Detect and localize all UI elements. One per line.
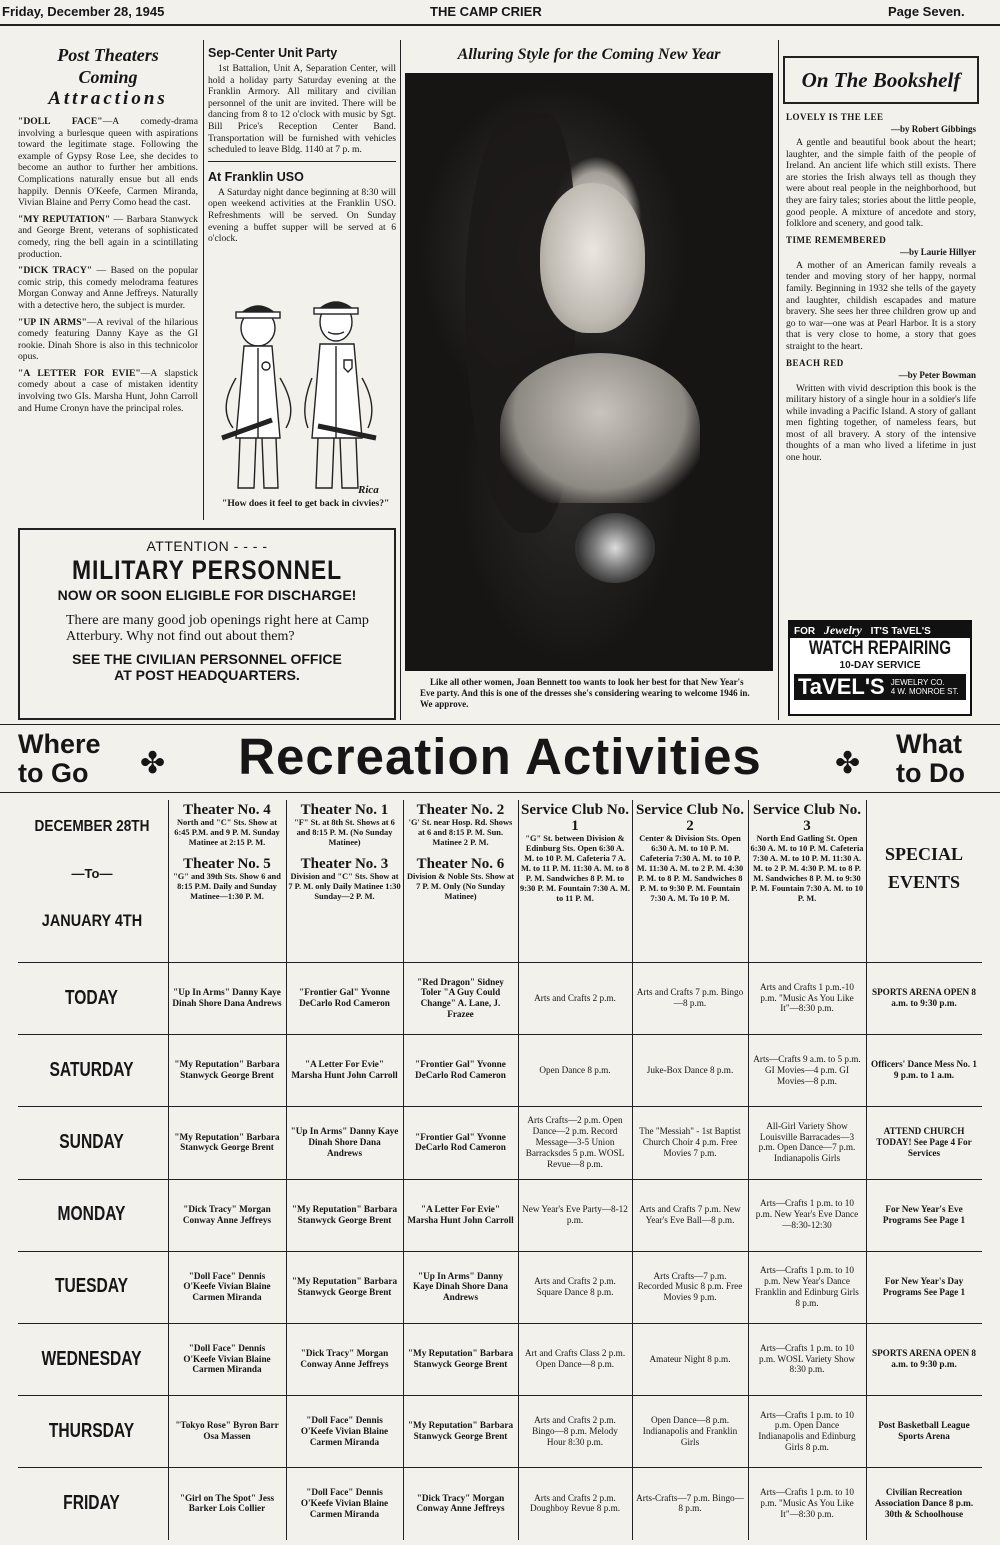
schedule-cell (169, 1324, 285, 1394)
cell-text: "Doll Face" Dennis O'Keefe Vivian Blaine Carmen Miranda (300, 1487, 389, 1519)
schedule-cell (404, 1180, 517, 1250)
day-label: MONDAY (57, 1203, 126, 1226)
cell-text: For New Year's Eve Programs See Page 1 (882, 1203, 966, 1225)
banner-right: What to Do (896, 729, 965, 788)
venue-info: "F" St. at 8th St. Shows at 6 and 8:15 P. M. (No Sunday Matinee) (294, 818, 395, 847)
ornament-icon: ✤ (835, 747, 861, 780)
book-review: A gentle and beautiful book about the heart; laughter, and the simple faith of the people of Ireland. An ancient life which still exists. There are stories the Irish always tell as though they were about real people in the neighborhood, but they are fairy tales; stories about the little people, good people. A mixture of ancedote and story, folklore and scenery, and good talk. (786, 137, 976, 230)
schedule-cell (867, 1468, 981, 1538)
cell-text: "Red Dragon" Sidney Toler "A Guy Could Change" A. Lane, J. Frazee (417, 976, 504, 1019)
schedule-cell (867, 1180, 981, 1250)
schedule-cell (867, 963, 981, 1033)
cell-text: Arts-Crafts—7 p.m. Bingo— 8 p.m. (636, 1492, 744, 1514)
cell-text: Open Dance—8 p.m. Indianapolis and Franklin Girls (642, 1415, 738, 1447)
newspaper-name: THE CAMP CRIER (430, 4, 542, 19)
cell-text: Arts Crafts—2 p.m. Open Dance—2 p.m. Record Message—3-5 Union Barracksdes 5 p.m. WOSL Revue—8 p.m. (525, 1115, 625, 1169)
ad-line: WATCH REPAIRING (808, 638, 952, 659)
review-text: —A slapstick comedy about a case of mistaken identity involving two GIs. Marsha Hunt, John Carroll and Hume Cronyn have the principal roles. (18, 367, 198, 414)
cell-text: Post Basketball League Sports Arena (878, 1420, 970, 1442)
cell-text: Arts and Crafts 2 p.m. (534, 992, 616, 1003)
cell-text: "A Letter For Evie" Marsha Hunt John Carroll (291, 1059, 398, 1081)
cell-text: "Doll Face" Dennis O'Keefe Vivian Blaine Carmen Miranda (183, 1342, 271, 1375)
venue-info: North End Gatling St. Open 6:30 A. M. to 10 P. M. Cafeteria 7:30 A. M. to 10 P. M. 11:30 A. M. to 2 P. M. 4:30 P. M. to 8 P. M. Sandwiches 8 P. M. to 9:30 P. M. Fountain 7:30 A. M. to 10 P. M. (750, 834, 864, 903)
schedule-cell (404, 1252, 517, 1322)
schedule-cell (169, 963, 285, 1033)
venue-name: Theater No. 1 (300, 802, 389, 818)
book-author: —by Peter Bowman (898, 369, 976, 380)
cell-text: Open Dance 8 p.m. (539, 1064, 611, 1075)
schedule-cell (519, 963, 631, 1033)
cell-text: Arts—Crafts 1 p.m. to 10 p.m. "Music As You Like It"—8:30 p.m. (760, 1487, 854, 1519)
schedule-cell (519, 1252, 631, 1322)
column-rule (778, 40, 779, 720)
page-number: Page Seven. (888, 4, 965, 19)
cell-text: Art and Crafts Class 2 p.m. Open Dance—8 p.m. (524, 1348, 626, 1370)
schedule-cell (404, 1107, 517, 1177)
jeweler-ad (788, 620, 972, 716)
article-title: Attractions (48, 88, 168, 109)
day-label: TUESDAY (54, 1275, 129, 1298)
schedule-cell (867, 1035, 981, 1105)
schedule-cell (287, 1107, 402, 1177)
schedule-cell (519, 1468, 631, 1538)
ad-line: NOW OR SOON ELIGIBLE FOR DISCHARGE! (57, 587, 357, 603)
schedule-cell (169, 1468, 285, 1538)
schedule-cell (287, 1252, 402, 1322)
venue-header (288, 802, 401, 960)
book-title: BEACH RED (786, 357, 844, 368)
cell-text: Arts and Crafts 7 p.m. Bingo—8 p.m. (636, 987, 744, 1009)
ad-line: 10-DAY SERVICE (839, 660, 921, 671)
review-lead: "A LETTER FOR EVIE" (18, 367, 141, 379)
cell-text: Arts—Crafts 1 p.m. to 10 p.m. Open Dance Indianapolis and Edinburg Girls 8 p.m. (758, 1409, 856, 1453)
schedule-cell (633, 1252, 747, 1322)
schedule-cell (287, 1468, 402, 1538)
schedule-cell (404, 963, 517, 1033)
schedule-cell (749, 1396, 865, 1466)
venue-info: "G" and 39th Sts. Show 6 and 8:15 P.M. Daily and Sunday Matinee—1:30 P. M. (173, 872, 281, 901)
schedule-cell (519, 1107, 631, 1177)
cell-text: "Up In Arms" Danny Kaye Dinah Shore Dana Andrews (412, 1270, 509, 1303)
schedule-cell (287, 1035, 402, 1105)
venue-header (750, 802, 864, 960)
schedule-cell (404, 1035, 517, 1105)
review-text: —A comedy-drama involving a burlesque queen with aspirations toward the legitimate stage. Following the example of Gypsy Rose Lee, she decides to become an author to further her ambitions. Complications naturally ensue but all ends happily. Dennis O'Keefe, Carmen Miranda, Vivian Blaine and Perry Como head the cast. (18, 116, 198, 209)
day-label: FRIDAY (63, 1491, 120, 1514)
cell-text: "Dick Tracy" Morgan Conway Anne Jeffreys (416, 1492, 505, 1514)
ad-line: SEE THE CIVILIAN PERSONNEL OFFICE (72, 651, 342, 667)
venue-info: Division & Noble Sts. Show at 7 P. M. Only (No Sunday Matinee) (406, 872, 515, 901)
schedule-cell (169, 1107, 285, 1177)
schedule-cell (749, 1252, 865, 1322)
review-lead: "DOLL FACE" (18, 116, 103, 127)
portrait-photo (405, 73, 773, 671)
cell-text: "Doll Face" Dennis O'Keefe Vivian Blaine Carmen Miranda (183, 1270, 271, 1303)
ornament-icon: ✤ (140, 747, 166, 780)
schedule-cell (287, 1324, 402, 1394)
cell-text: Arts—Crafts 9 a.m. to 5 p.m. GI Movies—4 p.m. GI Movies—8 p.m. (753, 1054, 861, 1086)
bookshelf-header (783, 56, 979, 104)
bookshelf-reviews (786, 108, 976, 469)
article-title: Coming (78, 67, 138, 87)
cell-text: Amateur Night 8 p.m. (649, 1353, 731, 1364)
cell-text: Arts—Crafts 1 p.m. to 10 p.m. New Year's Dance Franklin and Edinburg Girls 8 p.m. (755, 1265, 859, 1308)
venue-name: Theater No. 2 (416, 802, 505, 818)
schedule-cell (169, 1396, 285, 1466)
day-label: SATURDAY (49, 1058, 134, 1081)
schedule-cell (633, 963, 747, 1033)
article-title: Sep-Center Unit Party (208, 46, 338, 60)
venue-header (405, 802, 516, 960)
venue-name: Service Club No. 2 (636, 802, 744, 834)
venue-name: Theater No. 3 (300, 856, 389, 872)
schedule-cell (169, 1252, 285, 1322)
cell-text: "Dick Tracy" Morgan Conway Anne Jeffreys (300, 1348, 389, 1370)
schedule-cell (404, 1324, 517, 1394)
special-events-header: SPECIAL EVENTS (884, 844, 964, 892)
schedule-cell (169, 1035, 285, 1105)
schedule-cell (519, 1396, 631, 1466)
venue-name: Service Club No. 3 (753, 802, 861, 834)
date-range (18, 818, 166, 958)
cell-text: Arts and Crafts 2 p.m. Bingo—8 p.m. Melody Hour 8:30 p.m. (532, 1415, 618, 1447)
date-to: —To— (71, 866, 113, 881)
ad-headline: MILITARY PERSONNEL (72, 555, 342, 585)
ad-body: There are many good job openings right here at Camp Atterbury. Why not find out about them? (66, 613, 369, 644)
cell-text: "My Reputation" Barbara Stanwyck George Brent (174, 1059, 280, 1081)
book-review: A mother of an American family reveals a tender and moving story of her happy, normal family. Beginning in 1932 she tells of the gayety and laughter, childish escapades and mature bravery. She sees her three children grow up and go to war—one was at Pearl Harbor. It is a story that is very close to home, a story that goes straight to the heart. (786, 259, 976, 352)
cell-text: "Dick Tracy" Morgan Conway Anne Jeffreys (182, 1203, 272, 1225)
book-review: Written with vivid description this book is the military history of a single hour in a soldier's life while invading a Pacific Island. A story of gallant men fighting together, of nameless fears, but most of all bravery. A story of the intensive thoughts of a man who lived a lifetime in just one hour. (786, 382, 976, 464)
cell-text: Arts and Crafts 1 p.m.-10 p.m. "Music As You Like It"—8:30 p.m. (760, 981, 854, 1014)
cell-text: "Frontier Gal" Yvonne DeCarlo Rod Cameron (415, 1059, 506, 1081)
photo-caption: Like all other women, Joan Bennett too wants to look her best for that New Year's Eve party. And this is one of the dresses she's considering wearing to welcome 1946 in. We approve. (420, 677, 750, 709)
venue-info: 'G' St. near Hosp. Rd. Shows at 6 and 8:15 P. M. Sun. Matinee 2 P. M. (408, 818, 513, 847)
book-title: LOVELY IS THE LEE (786, 112, 884, 122)
cell-text: "My Reputation" Barbara Stanwyck George Brent (407, 1420, 514, 1442)
day-label: TODAY (65, 986, 118, 1009)
schedule-cell (867, 1107, 981, 1177)
cell-text: SPORTS ARENA OPEN 8 a.m. to 9:30 p.m. (871, 1348, 977, 1370)
venue-info: North and "C" Sts. Show at 6:45 P.M. and 9 P. M. Sunday Matinee at 2:15 P. M. (174, 818, 280, 847)
article-body: A Saturday night dance beginning at 8:30 will open weekend activities at the Franklin USO. Refreshments will be served. On Sunday evening a buffet supper will be served at 6 o'clock. (208, 186, 396, 245)
column-rule (203, 40, 204, 520)
review-paragraph (18, 116, 198, 209)
schedule-cell (633, 1396, 747, 1466)
cartoon-signature: Rica (358, 484, 379, 496)
schedule-cell (633, 1468, 747, 1538)
cell-text: "Up In Arms" Danny Kaye Dinah Shore Dana Andrews (290, 1126, 399, 1158)
review-paragraph (18, 214, 198, 260)
schedule-cell (867, 1252, 981, 1322)
cell-text: Arts and Crafts 2 p.m. Doughboy Revue 8 p.m. (529, 1492, 621, 1514)
cell-text: Officers' Dance Mess No. 1 9 p.m. to 1 a.m. (871, 1059, 977, 1081)
review-text: — Based on the popular comic strip, this comedy melodrama features Morgan Conway and Anne Jeffreys. Naturally with a detective hero, the subject is murder. (18, 265, 198, 311)
cell-text: "Up In Arms" Danny Kaye Dinah Shore Dana Andrews (172, 987, 282, 1009)
schedule-cell (749, 963, 865, 1033)
date-from: DECEMBER 28TH (34, 818, 150, 835)
venue-header (520, 802, 630, 960)
cell-text: Arts—Crafts 1 p.m. to 10 p.m. WOSL Variety Show 8:30 p.m. (758, 1342, 856, 1375)
photo-detail (540, 183, 645, 333)
schedule-cell (749, 1107, 865, 1177)
ad-brand-strip: TaVEL'S JEWELRY CO. 4 W. MONROE ST. (794, 674, 966, 700)
schedule-cell (633, 1324, 747, 1394)
article-body (18, 116, 198, 414)
cell-text: "A Letter For Evie" Marsha Hunt John Carroll (407, 1203, 514, 1225)
cell-text: "My Reputation" Barbara Stanwyck George Brent (407, 1348, 514, 1370)
header-rule (0, 24, 1000, 26)
schedule-cell (749, 1324, 865, 1394)
cartoon (208, 288, 396, 524)
venue-name: Theater No. 6 (416, 856, 505, 872)
divider (208, 161, 396, 162)
ad-line: ATTENTION - - - - (146, 538, 268, 554)
day-label: THURSDAY (48, 1419, 135, 1442)
book-author: —by Robert Gibbings (890, 124, 976, 134)
review-paragraph (18, 317, 198, 363)
schedule-cell (287, 1180, 402, 1250)
banner-title: Recreation Activities (238, 728, 762, 785)
banner-left: Where to Go (18, 729, 101, 788)
cartoon-drawing (208, 288, 396, 498)
book-title: TIME REMEMBERED (786, 234, 887, 245)
banner-rule (0, 792, 1000, 793)
venue-header (170, 802, 284, 960)
cell-text: "Tokyo Rose" Byron Barr Osa Massen (175, 1420, 279, 1442)
bookshelf-title: On The Bookshelf (801, 67, 961, 92)
issue-date: Friday, December 28, 1945 (2, 4, 165, 19)
cell-text: Juke-Box Dance 8 p.m. (646, 1064, 734, 1075)
review-text: —A revival of the hilarious comedy featuring Danny Kaye as the GI rookie. Dinah Shore is also in this technicolor opus. (18, 316, 198, 363)
schedule-cell (867, 1396, 981, 1466)
schedule-cell (749, 1035, 865, 1105)
cell-text: ATTEND CHURCH TODAY! See Page 4 For Services (876, 1126, 972, 1158)
venue-header (634, 802, 746, 960)
review-paragraph (18, 368, 198, 414)
cell-text: "Girl on The Spot" Jess Barker Lois Collier (179, 1492, 275, 1514)
review-text: — Barbara Stanwyck and George Brent, veterans of sophisticated comedy, ring the bell again in a scintillating production. (18, 213, 198, 260)
cell-text: "My Reputation" Barbara Stanwyck George Brent (291, 1276, 398, 1297)
cell-text: For New Year's Day Programs See Page 1 (882, 1276, 966, 1297)
schedule-cell (749, 1180, 865, 1250)
cell-text: All-Girl Variety Show Louisville Barracades—3 p.m. Open Dance—7 p.m. Indianapolis Girls (758, 1120, 856, 1164)
ad-brand: TaVEL'S (798, 674, 885, 699)
cell-text: Arts—Crafts 1 p.m. to 10 p.m. New Year's Eve Dance—8:30-12:30 (755, 1198, 859, 1231)
schedule-cell (287, 1396, 402, 1466)
schedule-cell (169, 1180, 285, 1250)
cell-text: "Frontier Gal" Yvonne DeCarlo Rod Cameron (415, 1131, 506, 1153)
cell-text: SPORTS ARENA OPEN 8 a.m. to 9:30 p.m. (871, 987, 977, 1009)
schedule-cell (867, 1324, 981, 1394)
ad-line: AT POST HEADQUARTERS. (114, 667, 300, 683)
day-label: SUNDAY (59, 1130, 124, 1153)
venue-name: Service Club No. 1 (521, 802, 629, 834)
venue-name: Theater No. 4 (183, 802, 271, 818)
review-lead: "UP IN ARMS" (18, 316, 87, 328)
cell-text: Arts and Crafts 7 p.m. New Year's Eve Ball—8 p.m. (639, 1203, 741, 1225)
schedule-cell (519, 1180, 631, 1250)
venue-info: Center & Division Sts. Open 6:30 A. M. to 10 P. M. Cafeteria 7:30 A. M. to 10 P. M. 11:30 A. M. to 2 P. M. 4:30 P. M. to 8 P. M. Sandwiches 8 P. M. to 9:30 P. M. Fountain 7:30 A. M. To 10 P. M. (636, 834, 744, 903)
cell-text: The "Messiah" - 1st Baptist Church Choir 4 p.m. Free Movies 7 p.m. (639, 1126, 741, 1158)
review-paragraph (18, 265, 198, 311)
schedule-cell (404, 1468, 517, 1538)
venue-info: "G" St. between Division & Edinburg Sts. Open 6:30 A. M. to 10 P. M. Cafeteria 7 A. M. to 11 P. M. 11:30 A. M. to 8 P. M. Sandwiches 8 P. M. to 9:30 P. M. Fountain 7:30 A. M. to 11 P. M. (520, 834, 630, 903)
schedule-cell (404, 1396, 517, 1466)
article-body: 1st Battalion, Unit A, Separation Center, will hold a holiday party Saturday evening at the Franklin Armory. All military and civilian personnel of the unit are invited. There will be dancing from 8 to 12 o'clock with music by Sgt. Bill Price's Reception Center Band. Transportation will be furnished with vehicles scheduled to leave Bldg. 1140 at 7 p. m. (208, 63, 396, 156)
cell-text: "My Reputation" Barbara Stanwyck George Brent (291, 1203, 398, 1225)
sep-center-article (208, 46, 396, 250)
cell-text: "Doll Face" Dennis O'Keefe Vivian Blaine Carmen Miranda (300, 1415, 389, 1447)
date-end: JANUARY 4TH (41, 911, 143, 930)
cell-text: "Frontier Gal" Yvonne DeCarlo Rod Cameron (299, 987, 390, 1009)
schedule-cell (519, 1035, 631, 1105)
cell-text: Arts and Crafts 2 p.m. Square Dance 8 p.m. (534, 1276, 616, 1297)
photo-detail (500, 353, 700, 503)
article-title: At Franklin USO (208, 169, 304, 184)
cell-text: New Year's Eve Party—8-12 p.m. (522, 1203, 628, 1225)
cell-text: Civilian Recreation Association Dance 8 p.m. 30th & Schoolhouse (874, 1487, 974, 1519)
review-lead: "MY REPUTATION" (18, 213, 111, 225)
column-rule (400, 40, 401, 720)
ad-strip: FOR Jewelry IT'S TaVEL'S (790, 622, 970, 638)
schedule-cell (633, 1107, 747, 1177)
photo-detail (575, 513, 655, 583)
book-author: —by Laurie Hillyer (900, 246, 976, 257)
schedule-cell (633, 1180, 747, 1250)
recreation-schedule (18, 800, 982, 1540)
post-theaters-article (18, 44, 198, 419)
venue-info: Division and "C" Sts. Show at 7 P. M. only Daily Matinee 1:30 Sunday—2 P. M. (288, 872, 401, 901)
article-title: Post Theaters (57, 45, 159, 65)
venue-name: Theater No. 5 (183, 856, 271, 872)
cell-text: Arts Crafts—7 p.m. Recorded Music 8 p.m. Free Movies 9 p.m. (637, 1270, 743, 1303)
cartoon-caption: "How does it feel to get back in civvies?" (222, 498, 390, 509)
schedule-cell (749, 1468, 865, 1538)
schedule-cell (287, 963, 402, 1033)
photo-headline: Alluring Style for the Coming New Year (457, 46, 721, 63)
schedule-cell (633, 1035, 747, 1105)
review-lead: "DICK TRACY" (18, 265, 93, 277)
cell-text: "My Reputation" Barbara Stanwyck George Brent (174, 1131, 280, 1153)
day-label: WEDNESDAY (41, 1347, 142, 1370)
attention-ad (18, 528, 396, 720)
schedule-cell (519, 1324, 631, 1394)
